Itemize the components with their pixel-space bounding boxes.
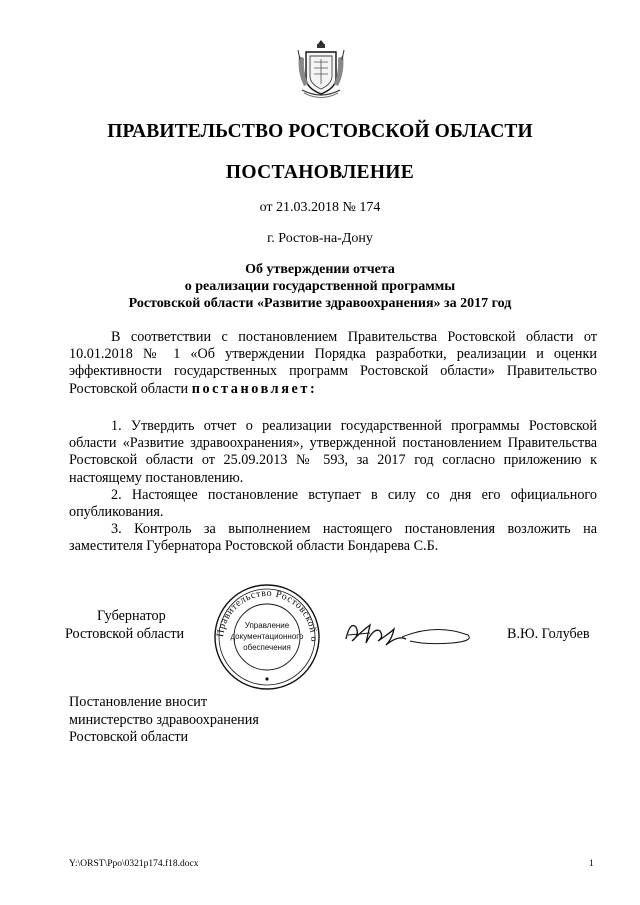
resolution-item: 3. Контроль за выполнением настоящего постановления возложить на заместителя Губернатора Ростовской области Бондарева С.Б. bbox=[69, 521, 597, 555]
position-line: Губернатор bbox=[97, 608, 166, 624]
decision-word: постановляет: bbox=[191, 380, 318, 397]
resolution-item: 1. Утвердить отчет о реализации государственной программы Ростовской области «Развитие здравоохранения», утвержденной постановлением Правительства Ростовской области от 25.09.2013 № 593, за 2017 год согласно приложению к настоящему постановлению. bbox=[69, 418, 597, 486]
signatory-name: В.Ю. Голубев bbox=[507, 626, 590, 642]
subject-line: Об утверждении отчета bbox=[245, 262, 395, 277]
date-and-number: от 21.03.2018 № 174 bbox=[259, 200, 381, 215]
introducer-line: Постановление вносит bbox=[69, 694, 208, 710]
introducer-line: министерство здравоохранения bbox=[69, 711, 259, 728]
organization-title: ПРАВИТЕЛЬСТВО РОСТОВСКОЙ ОБЛАСТИ bbox=[107, 121, 533, 142]
seal-outer-text: Правительство Ростовской о bbox=[215, 587, 320, 643]
subject-line: о реализации государственной программы bbox=[184, 279, 456, 294]
coat-of-arms-icon bbox=[296, 38, 346, 100]
introducer-line: Ростовской области bbox=[69, 729, 189, 745]
seal-inner-line: документационного bbox=[230, 632, 304, 641]
official-seal-stamp bbox=[206, 582, 328, 692]
resolution-items bbox=[69, 418, 597, 556]
preamble-paragraph bbox=[69, 329, 597, 398]
introducer-block bbox=[69, 694, 259, 747]
file-path: Y:\ORST\Ppo\0321p174.f18.docx bbox=[69, 859, 199, 869]
position-line: Ростовской области bbox=[65, 625, 185, 642]
document-subject bbox=[0, 261, 640, 312]
seal-inner-line: Управление bbox=[244, 621, 290, 630]
signatory-position bbox=[65, 608, 184, 643]
document-type-title: ПОСТАНОВЛЕНИЕ bbox=[225, 162, 415, 183]
handwritten-signature bbox=[340, 613, 482, 653]
page-number: 1 bbox=[589, 859, 594, 869]
resolution-item: 2. Настоящее постановление вступает в силу со дня его официального опубликования. bbox=[69, 486, 597, 521]
seal-inner-line: обеспечения bbox=[243, 643, 291, 652]
city-line: г. Ростов-на-Дону bbox=[267, 231, 373, 246]
subject-line: Ростовской области «Развитие здравоохранения» за 2017 год bbox=[128, 296, 512, 311]
preamble-text: В соответствии с постановлением Правительства Ростовской области от 10.01.2018 № 1 «Об утверждении Порядка разработки, реализации и оценки эффективности государственных программ Ростовской области» Правительство Ростовской области bbox=[69, 329, 597, 397]
